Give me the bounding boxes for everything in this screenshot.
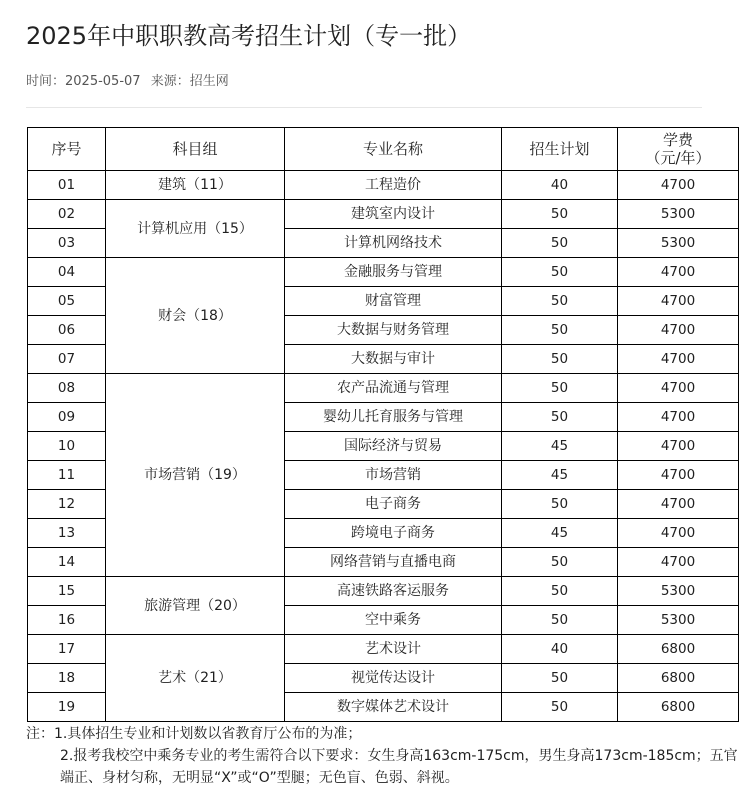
- cell-major: 婴幼儿托育服务与管理: [285, 403, 502, 432]
- publish-date: 2025-05-07: [65, 74, 141, 89]
- cell-plan: 50: [502, 490, 618, 519]
- cell-fee: 4700: [618, 548, 739, 577]
- table-row: [28, 374, 739, 403]
- cell-plan: 40: [502, 635, 618, 664]
- cell-fee: 4700: [618, 432, 739, 461]
- cell-major: 大数据与财务管理: [285, 316, 502, 345]
- header-fee-line2: （元/年）: [645, 149, 711, 167]
- divider: [26, 107, 702, 108]
- cell-fee: 6800: [618, 635, 739, 664]
- page-title: 2025年中职职教高考招生计划（专一批）: [26, 22, 472, 50]
- cell-index: 01: [28, 171, 106, 200]
- note-2: 2.报考我校空中乘务专业的考生需符合以下要求：女生身高163cm-175cm，男生身高173cm-185cm；五官端正、身材匀称，无明显“X”或“O”型腿；无色盲、色弱、斜视。: [60, 748, 738, 786]
- cell-major: 工程造价: [285, 171, 502, 200]
- header-group: 科目组: [106, 128, 285, 171]
- header-plan: 招生计划: [502, 128, 618, 171]
- table-row: [28, 635, 739, 664]
- cell-plan: 50: [502, 345, 618, 374]
- header-fee: [618, 128, 739, 171]
- cell-plan: 50: [502, 664, 618, 693]
- header-fee-line1: 学费: [662, 131, 693, 149]
- table-row: [28, 258, 739, 287]
- cell-plan: 50: [502, 316, 618, 345]
- cell-index: 09: [28, 403, 106, 432]
- cell-index: 06: [28, 316, 106, 345]
- cell-major: 视觉传达设计: [285, 664, 502, 693]
- table-row: [28, 171, 739, 200]
- cell-plan: 50: [502, 693, 618, 722]
- note-1: 注：1.具体招生专业和计划数以省教育厅公布的为准；: [26, 726, 362, 742]
- cell-index: 07: [28, 345, 106, 374]
- cell-fee: 4700: [618, 461, 739, 490]
- cell-index: 19: [28, 693, 106, 722]
- table-body: [28, 171, 739, 722]
- cell-plan: 50: [502, 577, 618, 606]
- source-label: 来源：: [150, 74, 190, 89]
- cell-plan: 45: [502, 461, 618, 490]
- cell-plan: 45: [502, 519, 618, 548]
- cell-fee: 4700: [618, 403, 739, 432]
- cell-index: 05: [28, 287, 106, 316]
- cell-index: 04: [28, 258, 106, 287]
- cell-major: 网络营销与直播电商: [285, 548, 502, 577]
- cell-plan: 50: [502, 258, 618, 287]
- enrollment-plan-table: [27, 127, 739, 722]
- cell-group: 财会（18）: [106, 258, 285, 374]
- cell-plan: 50: [502, 606, 618, 635]
- cell-plan: 50: [502, 403, 618, 432]
- cell-major: 数字媒体艺术设计: [285, 693, 502, 722]
- cell-fee: 6800: [618, 693, 739, 722]
- cell-group: 计算机应用（15）: [106, 200, 285, 258]
- cell-plan: 50: [502, 548, 618, 577]
- cell-major: 建筑室内设计: [285, 200, 502, 229]
- cell-index: 16: [28, 606, 106, 635]
- cell-index: 11: [28, 461, 106, 490]
- cell-plan: 50: [502, 229, 618, 258]
- table-header-row: [28, 128, 739, 171]
- cell-major: 跨境电子商务: [285, 519, 502, 548]
- cell-fee: 4700: [618, 345, 739, 374]
- header-major: 专业名称: [285, 128, 502, 171]
- cell-index: 17: [28, 635, 106, 664]
- cell-major: 电子商务: [285, 490, 502, 519]
- cell-index: 14: [28, 548, 106, 577]
- cell-major: 市场营销: [285, 461, 502, 490]
- cell-index: 02: [28, 200, 106, 229]
- cell-fee: 4700: [618, 316, 739, 345]
- cell-fee: 4700: [618, 519, 739, 548]
- cell-index: 12: [28, 490, 106, 519]
- cell-major: 金融服务与管理: [285, 258, 502, 287]
- cell-major: 农产品流通与管理: [285, 374, 502, 403]
- cell-fee: 4700: [618, 490, 739, 519]
- notes: [26, 723, 741, 789]
- cell-fee: 5300: [618, 229, 739, 258]
- cell-plan: 45: [502, 432, 618, 461]
- cell-group: 艺术（21）: [106, 635, 285, 722]
- cell-plan: 50: [502, 374, 618, 403]
- cell-group: 市场营销（19）: [106, 374, 285, 577]
- cell-plan: 50: [502, 200, 618, 229]
- cell-major: 艺术设计: [285, 635, 502, 664]
- cell-major: 计算机网络技术: [285, 229, 502, 258]
- cell-major: 大数据与审计: [285, 345, 502, 374]
- cell-fee: 5300: [618, 577, 739, 606]
- table-row: [28, 200, 739, 229]
- table-row: [28, 577, 739, 606]
- cell-fee: 4700: [618, 287, 739, 316]
- cell-fee: 4700: [618, 171, 739, 200]
- cell-index: 08: [28, 374, 106, 403]
- cell-fee: 5300: [618, 200, 739, 229]
- cell-major: 高速铁路客运服务: [285, 577, 502, 606]
- article-meta: [26, 70, 229, 89]
- source-link[interactable]: 招生网: [189, 74, 229, 89]
- cell-index: 15: [28, 577, 106, 606]
- cell-index: 03: [28, 229, 106, 258]
- cell-fee: 5300: [618, 606, 739, 635]
- cell-fee: 4700: [618, 258, 739, 287]
- cell-index: 13: [28, 519, 106, 548]
- cell-major: 空中乘务: [285, 606, 502, 635]
- cell-index: 18: [28, 664, 106, 693]
- cell-group: 建筑（11）: [106, 171, 285, 200]
- cell-plan: 40: [502, 171, 618, 200]
- cell-plan: 50: [502, 287, 618, 316]
- cell-major: 国际经济与贸易: [285, 432, 502, 461]
- cell-major: 财富管理: [285, 287, 502, 316]
- cell-fee: 4700: [618, 374, 739, 403]
- cell-group: 旅游管理（20）: [106, 577, 285, 635]
- header-index: 序号: [28, 128, 106, 171]
- cell-fee: 6800: [618, 664, 739, 693]
- time-label: 时间：: [26, 74, 66, 89]
- cell-index: 10: [28, 432, 106, 461]
